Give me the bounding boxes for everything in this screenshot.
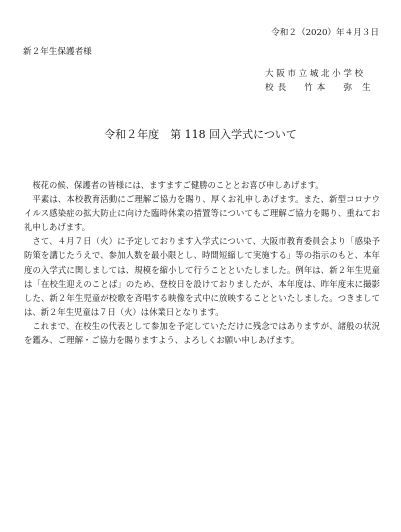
principal-role: 校長 xyxy=(265,83,291,93)
document-title: 令和２年度 第 118 回入学式について xyxy=(104,128,297,141)
paragraph-thanks: 平素は、本校教育活動にご理解ご協力を賜り、厚くお礼申しあげます。また、新型コロナウイルス感染症の拡大防止に向けた臨時休業の措置等についてもご理解ご協力を賜り、重ねてお礼申しあげます。 xyxy=(24,194,380,233)
recipient: 新２年生保護者様 xyxy=(23,47,92,57)
document-body xyxy=(24,178,380,347)
paragraph-closing: これまで、在校生の代表として参加を予定していただけに残念ではありますが、諸般の状況を鑑み、ご理解・ご協力を賜りますよう、よろしくお願い申しあげます。 xyxy=(24,320,380,346)
school-name: 大阪市立城北小学校 xyxy=(265,69,366,79)
paragraph-details: さて、４月７日（火）に予定しております入学式について、大阪市教育委員会より「感染予防策を講じたうえで、参加人数を最小限とし、時間短縮して実施する」等の指示のもと、本年度の入学式に関しましては、規模を縮小して行うことといたしました。例年は、新２年生児童は「在校生迎えのことば」のため、登校日を設けておりましたが、本年度は、昨年度末に撮影した、新２年生児童が校歌を斉唱する映像を式中に放映することといたしました。つきましては、新２年生児童は７日（火）は休業日となります。 xyxy=(24,236,380,317)
sender-block xyxy=(265,67,381,95)
principal-line xyxy=(265,81,381,95)
paragraph-greeting: 桜花の候、保護者の皆様には、ますますご健勝のこととお喜び申しあげます。 xyxy=(32,180,324,190)
principal-family-name: 竹本 xyxy=(304,83,330,93)
principal-given-name: 弥生 xyxy=(343,83,381,93)
issue-date: 令和２（2020）年４月３日 xyxy=(271,28,379,38)
